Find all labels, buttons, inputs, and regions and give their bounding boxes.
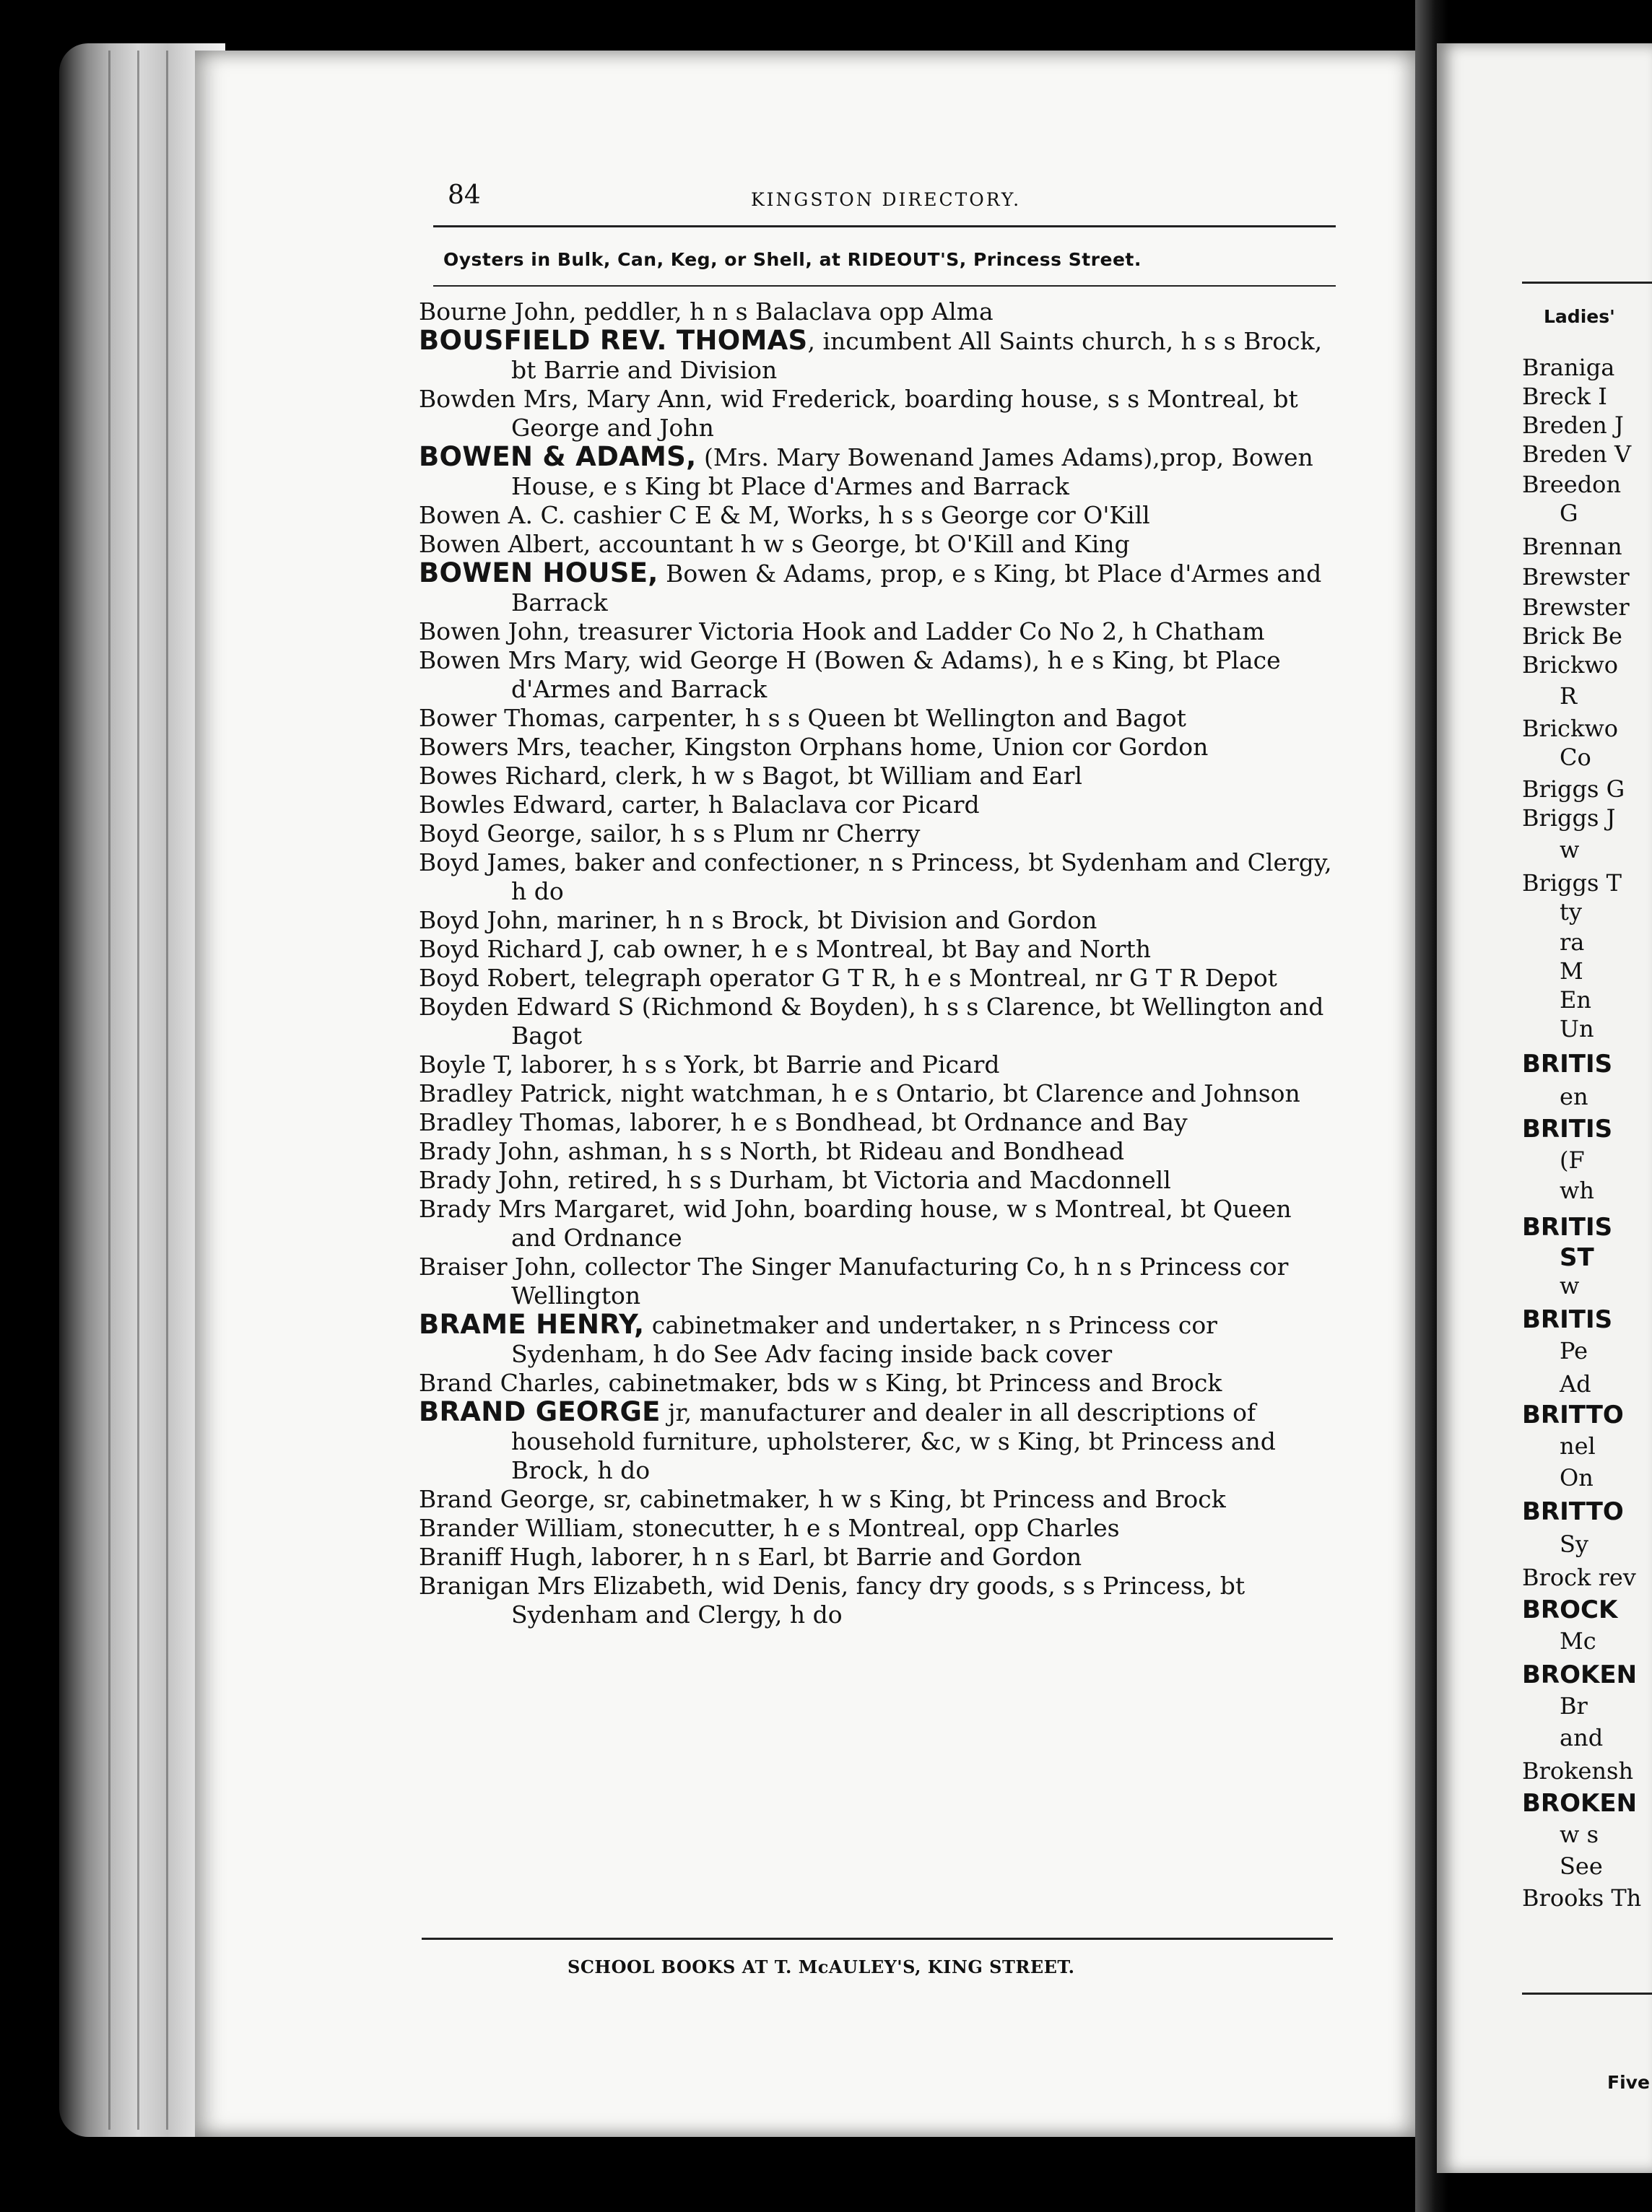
right-page-fragment: On — [1560, 1464, 1594, 1492]
right-page-fragment: BROKEN — [1522, 1789, 1638, 1818]
directory-entry — [419, 762, 1343, 791]
entry-name: Bowers Mrs, — [419, 733, 573, 761]
page-edge-line — [137, 51, 139, 2130]
right-page-fragment: BROKEN — [1522, 1660, 1638, 1689]
right-page-fragment: BRITTO — [1522, 1401, 1624, 1429]
right-page-fragment: Brennan — [1522, 533, 1622, 560]
entry-details: wid George H (Bowen & Adams), h e s King, bt Place d'Armes and Barrack — [511, 646, 1281, 703]
entry-details: mariner, h n s Brock, bt Division and Gordon — [549, 906, 1097, 934]
directory-entry — [419, 704, 1343, 733]
entry-name: Boyd John, — [419, 906, 549, 934]
entry-name: Bowden Mrs, Mary Ann, — [419, 385, 713, 413]
entry-details: wid Frederick, boarding house, s s Montreal, bt George and John — [511, 385, 1298, 442]
right-page-fragment: Brokensh — [1522, 1757, 1634, 1785]
directory-entry — [419, 964, 1343, 993]
directory-entry — [419, 791, 1343, 819]
right-page-fragment: BROCK — [1522, 1595, 1618, 1624]
entry-name: Bradley Patrick, — [419, 1079, 613, 1107]
page-edge-line — [166, 51, 168, 2130]
entry-details: cabinetmaker and undertaker, n s Princess cor Sydenham, h do See Adv facing inside back cover — [511, 1311, 1217, 1368]
entry-name: BRAME HENRY, — [419, 1309, 645, 1340]
right-page-fragment: ST — [1560, 1243, 1594, 1272]
entry-details: wid Denis, fancy dry goods, s s Princess, bt Sydenham and Clergy, h do — [511, 1572, 1245, 1629]
entry-name: Bower Thomas, — [419, 704, 607, 732]
entry-details: sailor, h s s Plum nr Cherry — [583, 819, 921, 848]
directory-entry — [419, 617, 1343, 646]
entry-name: Boyd Richard J, — [419, 935, 606, 963]
entry-name: Bowen Mrs Mary, — [419, 646, 632, 674]
right-page-fragment: Mc — [1560, 1627, 1596, 1655]
entry-name: Bradley Thomas, — [419, 1108, 622, 1136]
right-page-fragment: Briggs G — [1522, 775, 1625, 803]
right-footer-rule — [1522, 1993, 1652, 1995]
directory-entry — [419, 1253, 1343, 1310]
directory-entry — [419, 297, 1343, 326]
entry-details: laborer, h n s Earl, bt Barrie and Gordon — [583, 1543, 1082, 1571]
right-page-fragment: en — [1560, 1083, 1588, 1110]
entry-details: Bowen & Adams, prop, e s King, bt Place d'Armes and Barrack — [511, 559, 1322, 617]
directory-entry — [419, 385, 1343, 443]
entry-details: night watchman, h e s Ontario, bt Clarence and Johnson — [613, 1079, 1300, 1107]
directory-entry — [419, 848, 1343, 906]
right-page-fragment: BRITIS — [1522, 1213, 1613, 1242]
entry-name: BOWEN HOUSE, — [419, 557, 658, 588]
entry-name: Boyd George, — [419, 819, 583, 848]
entry-details: laborer, h s s York, bt Barrie and Picard — [513, 1050, 1000, 1079]
header-rule — [433, 225, 1336, 227]
ad-rule — [433, 285, 1336, 287]
entry-details: baker and confectioner, n s Princess, bt Sydenham and Clergy, h do — [511, 848, 1332, 905]
running-head: KINGSTON DIRECTORY. — [751, 189, 1022, 210]
directory-entry — [419, 326, 1343, 385]
right-page-fragment: nel — [1560, 1432, 1596, 1460]
entry-details: peddler, h n s Balaclava opp Alma — [576, 297, 994, 326]
directory-entry — [419, 906, 1343, 935]
entry-details: ashman, h s s North, bt Rideau and Bondhead — [560, 1137, 1125, 1165]
directory-entry — [419, 1050, 1343, 1079]
right-page-fragment: Ad — [1560, 1370, 1591, 1398]
entry-details: retired, h s s Durham, bt Victoria and Macdonnell — [560, 1166, 1171, 1194]
right-page-fragment: Breedon — [1522, 471, 1622, 498]
entry-details: (Richmond & Boyden), h s s Clarence, bt Wellington and Bagot — [511, 993, 1324, 1050]
directory-entries — [419, 297, 1343, 1629]
entry-name: Boyle T, — [419, 1050, 513, 1079]
entry-name: Brady John, — [419, 1166, 561, 1194]
directory-entry — [419, 501, 1343, 530]
entry-name: Bowen A. C. — [419, 501, 566, 529]
entry-name: Braniff Hugh, — [419, 1543, 584, 1571]
right-page-fragment: Br — [1560, 1692, 1588, 1720]
right-page-fragment: ty — [1560, 898, 1582, 926]
right-top-advertisement: Ladies' — [1544, 306, 1615, 327]
right-page-fragment: Sy — [1560, 1530, 1588, 1558]
right-page-fragment: and — [1560, 1724, 1604, 1751]
directory-entry — [419, 1572, 1343, 1629]
entry-name: Bowes Richard, — [419, 762, 608, 790]
right-page-fragment: BRITIS — [1522, 1050, 1613, 1079]
right-page-fragment: Co — [1560, 744, 1591, 771]
right-page-fragment: Breden V — [1522, 440, 1632, 468]
right-page-fragment: ra — [1560, 928, 1585, 956]
right-page-fragment: Breck I — [1522, 383, 1607, 410]
directory-entry — [419, 646, 1343, 704]
entry-name: Bowen John, — [419, 617, 570, 645]
entry-details: treasurer Victoria Hook and Ladder Co No 2, h Chatham — [570, 617, 1265, 645]
entry-details: telegraph operator G T R, h e s Montreal, nr G T R Depot — [577, 964, 1277, 992]
entry-details: jr, manufacturer and dealer in all descriptions of household furniture, upholsterer, &c, w s King, bt Princess and Brock, h do — [511, 1398, 1276, 1484]
entry-details: collector The Singer Manufacturing Co, h n s Princess cor Wellington — [511, 1253, 1289, 1310]
page-edge-line — [108, 51, 110, 2130]
entry-name: BOWEN & ADAMS, — [419, 441, 697, 472]
directory-entry — [419, 935, 1343, 964]
right-page-fragment: BRITIS — [1522, 1115, 1613, 1144]
entry-name: BRAND GEORGE — [419, 1396, 661, 1427]
directory-entry — [419, 530, 1343, 559]
entry-name: Brady Mrs Margaret, — [419, 1195, 677, 1223]
right-page-fragment: Brickwo — [1522, 651, 1619, 679]
entry-name: Brander William, — [419, 1514, 625, 1542]
entry-name: Boyd Robert, — [419, 964, 578, 992]
entry-details: cabinetmaker, bds w s King, bt Princess and Brock — [601, 1369, 1222, 1397]
right-page-fragment: Brock rev — [1522, 1564, 1636, 1591]
directory-entry — [419, 993, 1343, 1050]
right-page-fragment: Un — [1560, 1015, 1594, 1042]
entry-name: Braiser John, — [419, 1253, 578, 1281]
right-page-fragment: R — [1560, 682, 1578, 710]
right-page-fragment: wh — [1560, 1177, 1594, 1204]
directory-entry — [419, 1369, 1343, 1398]
directory-entry — [419, 1310, 1343, 1369]
right-page-fragment: w s — [1560, 1821, 1599, 1848]
entry-details: cashier C E & M, Works, h s s George cor O'Kill — [565, 501, 1150, 529]
right-header-rule — [1522, 282, 1652, 284]
entry-details: , incumbent All Saints church, h s s Brock, bt Barrie and Division — [511, 327, 1323, 384]
directory-entry — [419, 559, 1343, 617]
entry-name: Boyd James, — [419, 848, 568, 876]
entry-details: teacher, Kingston Orphans home, Union cor Gordon — [572, 733, 1209, 761]
right-page-fragment: Pe — [1560, 1337, 1588, 1364]
right-page-fragment: Breden J — [1522, 412, 1624, 439]
entry-details: sr, cabinetmaker, h w s King, bt Princess and Brock — [596, 1485, 1226, 1513]
right-page-fragment: G — [1560, 500, 1578, 527]
right-page-fragment: (F — [1560, 1146, 1585, 1174]
entry-name: Brand George, — [419, 1485, 596, 1513]
entry-name: Boyden Edward S — [419, 993, 635, 1021]
entry-details: cab owner, h e s Montreal, bt Bay and North — [605, 935, 1152, 963]
entry-details: accountant h w s George, bt O'Kill and King — [591, 530, 1130, 558]
right-page-fragment: See — [1560, 1852, 1603, 1880]
bottom-advertisement: SCHOOL BOOKS AT T. McAULEY'S, KING STREET. — [568, 1956, 1075, 1977]
directory-entry — [419, 819, 1343, 848]
right-page-fragment: M — [1560, 957, 1583, 985]
directory-entry — [419, 1514, 1343, 1543]
entry-details: carter, h Balaclava cor Picard — [614, 791, 980, 819]
entry-details: clerk, h w s Bagot, bt William and Earl — [607, 762, 1082, 790]
page-number: 84 — [448, 180, 481, 210]
entry-name: Branigan Mrs Elizabeth, — [419, 1572, 714, 1600]
right-page-fragment: Brewster — [1522, 593, 1630, 621]
right-page-fragment: BRITTO — [1522, 1497, 1624, 1526]
directory-entry — [419, 1398, 1343, 1485]
entry-details: stonecutter, h e s Montreal, opp Charles — [624, 1514, 1120, 1542]
right-page-fragment: w — [1560, 1272, 1580, 1299]
entry-name: Brand Charles, — [419, 1369, 601, 1397]
right-page-fragment: Brick Be — [1522, 622, 1622, 650]
directory-entry — [419, 1485, 1343, 1514]
entry-details: carpenter, h s s Queen bt Wellington and Bagot — [606, 704, 1186, 732]
entry-details: laborer, h e s Bondhead, bt Ordnance and Bay — [622, 1108, 1188, 1136]
directory-entry — [419, 443, 1343, 501]
directory-entry — [419, 1108, 1343, 1137]
right-page-fragment: w — [1560, 836, 1580, 863]
directory-entry — [419, 1079, 1343, 1108]
right-page-fragment: Brewster — [1522, 563, 1630, 591]
directory-entry — [419, 733, 1343, 762]
right-page-fragment: Briggs T — [1522, 869, 1622, 897]
entry-details: (Mrs. Mary Bowenand James Adams),prop, Bowen House, e s King bt Place d'Armes and Barrack — [511, 443, 1313, 500]
right-page-fragment: Brooks Th — [1522, 1884, 1642, 1912]
entry-name: Bowles Edward, — [419, 791, 614, 819]
top-advertisement: Oysters in Bulk, Can, Keg, or Shell, at RIDEOUT'S, Princess Street. — [443, 249, 1142, 270]
entry-name: Brady John, — [419, 1137, 561, 1165]
right-page-fragment: Brickwo — [1522, 715, 1619, 742]
directory-entry — [419, 1137, 1343, 1166]
right-page-fragment: Briggs J — [1522, 804, 1616, 832]
right-bottom-advertisement: Five — [1607, 2072, 1650, 2093]
right-page — [1437, 43, 1652, 2173]
entry-details: wid John, boarding house, w s Montreal, bt Queen and Ordnance — [511, 1195, 1292, 1252]
right-page-fragment: Braniga — [1522, 354, 1615, 381]
right-page-fragment: BRITIS — [1522, 1305, 1613, 1334]
directory-entry — [419, 1543, 1343, 1572]
directory-entry — [419, 1166, 1343, 1195]
entry-name: Bourne John, — [419, 297, 577, 326]
entry-name: Bowen Albert, — [419, 530, 591, 558]
entry-name: BOUSFIELD REV. THOMAS — [419, 325, 808, 356]
right-page-fragment: En — [1560, 986, 1591, 1014]
directory-entry — [419, 1195, 1343, 1253]
footer-rule — [422, 1938, 1333, 1940]
